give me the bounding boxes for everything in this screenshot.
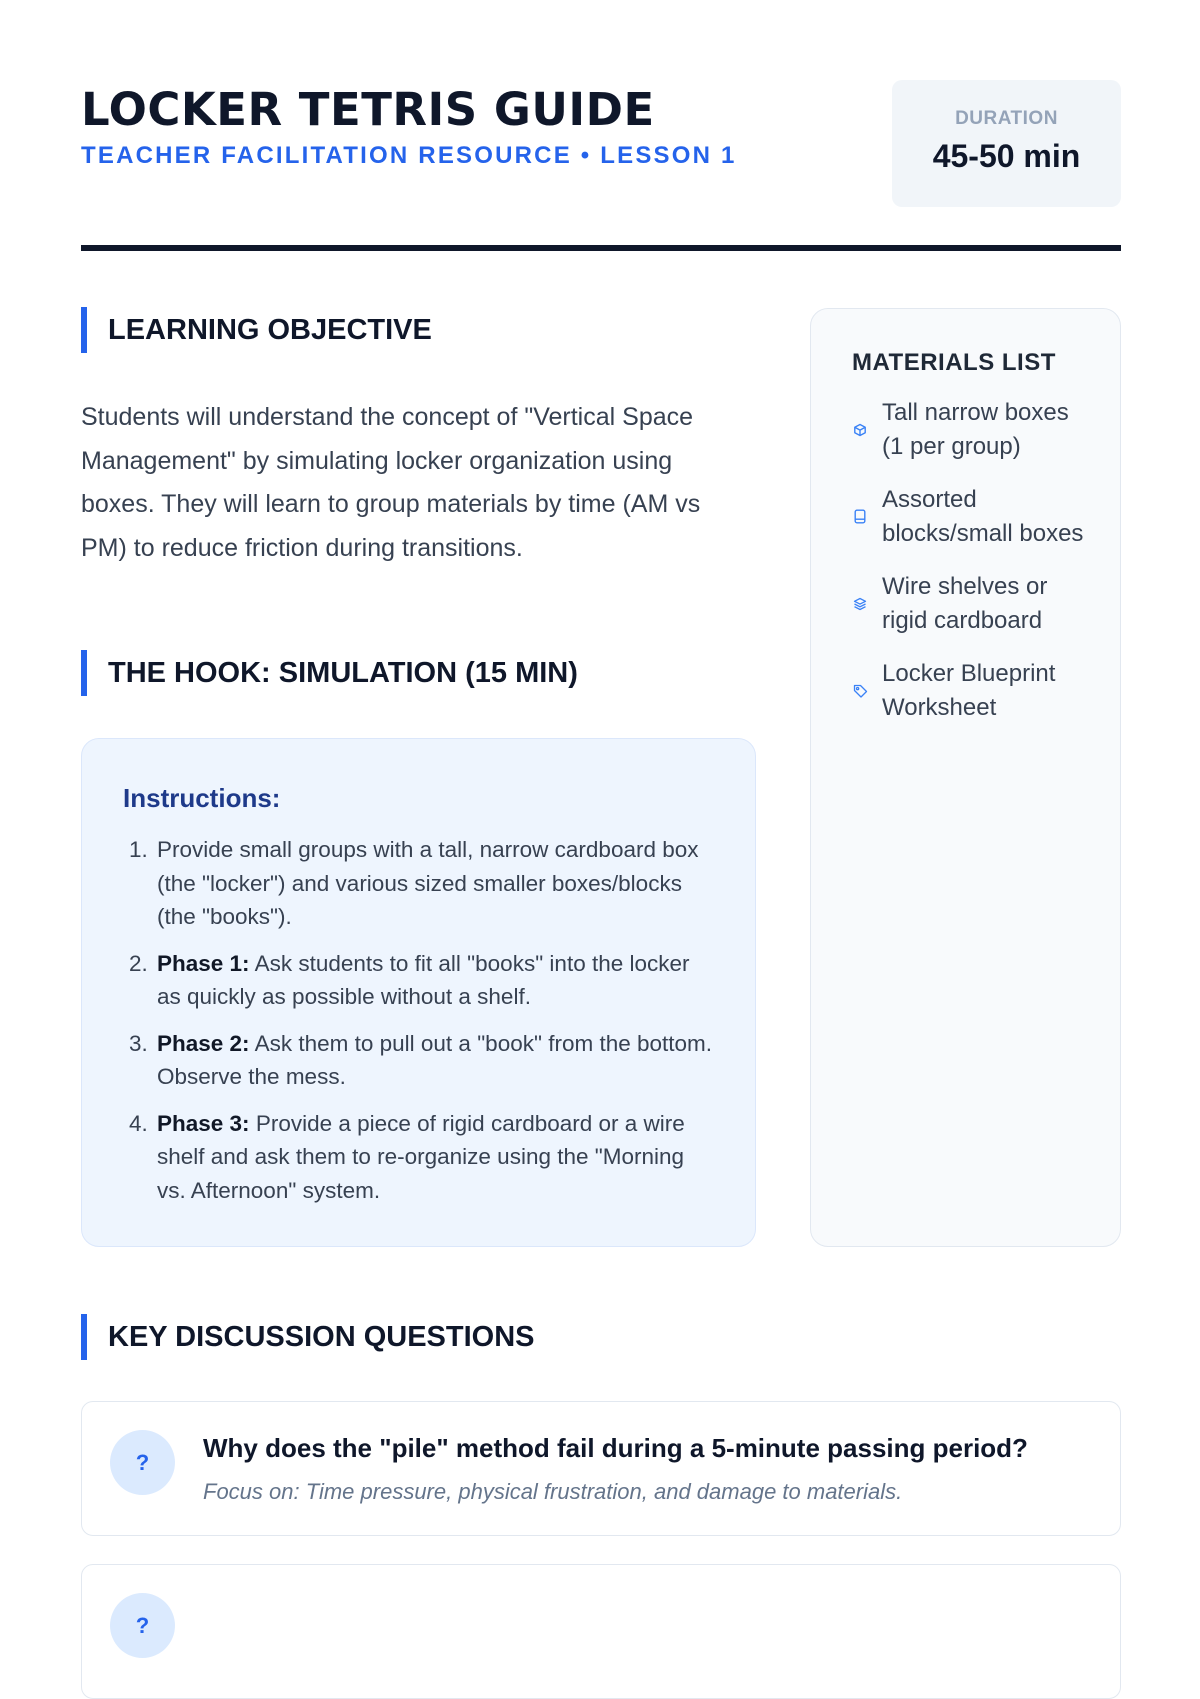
question-text: Why does the "pile" method fail during a 5-minute passing period? [203,1433,1028,1463]
page-subtitle: TEACHER FACILITATION RESOURCE • LESSON 1 [81,142,737,169]
materials-panel [810,308,1121,1247]
material-item [852,483,1092,550]
material-label: Locker Blueprint Worksheet [882,660,1056,721]
duration-label: DURATION [955,108,1058,129]
instructions-title: Instructions: [123,783,281,813]
tag-icon [852,683,868,699]
instruction-step: Phase 3: Provide a piece of rigid cardboard or a wire shelf and ask them to re-organize using the "Morning vs. Afternoon" system. [157,1110,685,1203]
question-focus: Focus on: Time pressure, physical frustration, and damage to materials. [203,1479,903,1504]
page-title: LOCKER TETRIS GUIDE [81,83,655,136]
question-card [81,1564,1121,1699]
discussion-heading: KEY DISCUSSION QUESTIONS [81,1314,535,1360]
material-label: Wire shelves or rigid cardboard [882,573,1048,634]
block-icon [852,509,868,525]
material-label: Assorted blocks/small boxes [882,486,1084,547]
instructions-card [81,738,756,1247]
material-item [852,570,1092,637]
instruction-step: Provide small groups with a tall, narrow cardboard box (the "locker") and various sized smaller boxes/blocks (the "books"). [157,837,699,929]
material-item [852,396,1092,463]
material-item [852,657,1092,724]
question-badge-icon: ? [110,1430,175,1495]
objective-text: Students will understand the concept of "Vertical Space Management" by simulating locker organization using boxes. They will learn to group materials by time (AM vs PM) to reduce friction during transitions. [81,403,701,562]
question-badge-icon: ? [110,1593,175,1658]
page-header [81,80,1121,250]
instructions-list [123,833,715,1207]
header-divider [81,245,1121,251]
materials-title: MATERIALS LIST [852,349,1056,376]
duration-box [892,80,1121,207]
question-card [81,1401,1121,1536]
layers-icon [852,596,868,612]
duration-value: 45-50 min [932,138,1081,174]
objective-heading: LEARNING OBJECTIVE [81,307,432,353]
instruction-step: Phase 1: Ask students to fit all "books" into the locker as quickly as possible without a shelf. [157,950,690,1009]
cube-icon [852,422,868,438]
instruction-step: Phase 2: Ask them to pull out a "book" from the bottom. Observe the mess. [157,1030,713,1089]
hook-heading: THE HOOK: SIMULATION (15 MIN) [81,650,578,696]
material-label: Tall narrow boxes (1 per group) [882,399,1069,460]
